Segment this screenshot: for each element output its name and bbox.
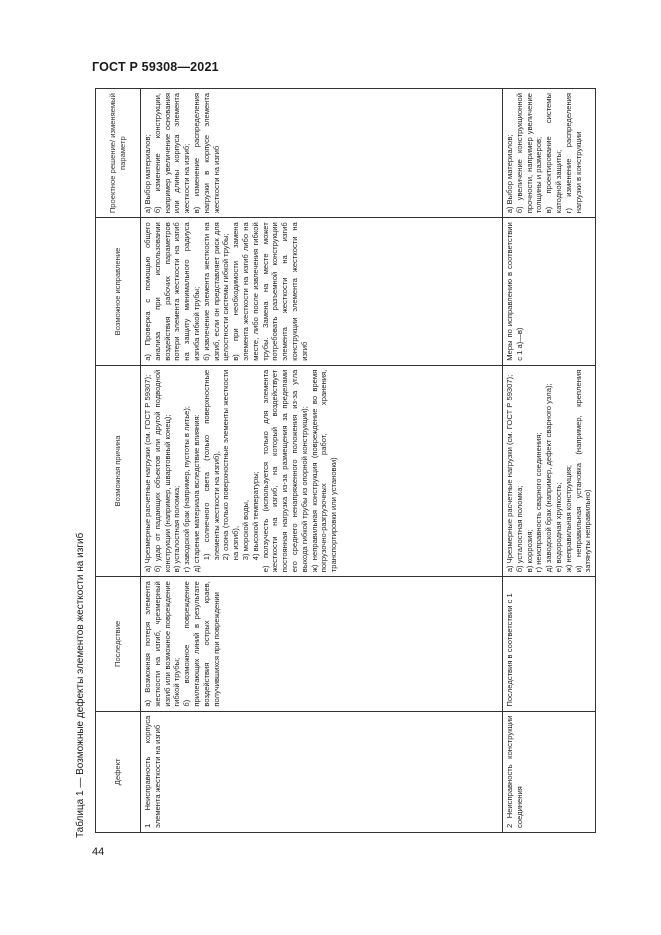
list-item: г) заводской брак (например, пустоты в литье); bbox=[182, 405, 192, 573]
cell-defect bbox=[141, 711, 503, 832]
list-item: а) Проверка с помощью общего анализа при использовании воздействия рабочих параметров потери элемента жесткости на изгиб на защиту минимального радиуса изгиба гибкой трубы; bbox=[143, 222, 201, 361]
column-header-design: Проектное решение/ изменяемый параметр bbox=[96, 89, 141, 218]
column-header-fix: Возможное исправление bbox=[96, 218, 141, 365]
list-item: б) возможное повреждение прилегающих линий в результате воздействия острых краев, получившихся при повреждении bbox=[182, 581, 221, 707]
table-row bbox=[141, 89, 503, 833]
defect-text: 1 Неисправность корпуса элемента жесткости на изгиб bbox=[143, 715, 162, 828]
list-item: д) заводской брак (например, дефект сварного узла); bbox=[544, 383, 554, 573]
list-item: в) коррозия; bbox=[524, 529, 534, 573]
list-item: б) изменение конструкции, например увеличение основания или длины корпуса элемента жесткости на изгиб; bbox=[152, 93, 192, 214]
list-item: и) неправильная установка (например, крепления затянуты неправильно) bbox=[573, 369, 593, 573]
list-item: в) усталостная поломка; bbox=[172, 485, 182, 573]
list-subitem: 2) озона (только поверхностные элементы жесткости на изгиб), bbox=[221, 369, 241, 561]
cell-fix bbox=[141, 218, 503, 365]
list-item: в) проектирование системы катодной защиты; bbox=[544, 93, 563, 214]
defect-text: 2 Неисправность конструкции соединения bbox=[505, 715, 524, 828]
cell-fix bbox=[503, 218, 596, 365]
column-header-consequence: Последствие bbox=[96, 577, 141, 711]
list-item: б) увеличение конструкционной прочности, например увеличение толщины и размеров; bbox=[514, 93, 544, 214]
list-item: ж) неправильная конструкция; bbox=[563, 465, 573, 573]
cell-cause bbox=[503, 365, 596, 576]
list-item: в) при необходимости замена элемента жесткости на изгиб либо на месте, либо после извлечения гибкой трубы. Замена на месте может потребовать разъемной конструкции элемента жесткости на изгиб конструкции элемента жесткости на изгиб bbox=[231, 222, 309, 361]
list-subitem: 1) солнечного света (только поверхностные элементы жесткости на изгиб), bbox=[201, 369, 221, 561]
list-item: а) Выбор материалов; bbox=[143, 134, 152, 214]
list-item: г) неисправность сварного соединения; bbox=[534, 432, 544, 573]
cell-consequence bbox=[503, 577, 596, 711]
list-item: Последствия в соответствии с 1 bbox=[505, 593, 514, 707]
table-header-row bbox=[96, 89, 141, 833]
list-item: е) ползучесть (используется только для элемента жесткости на изгиб, на который воздействует постоянная нагрузка из-за размещения за пределами его среднего ненапряженного положения из-за угла выхода гибкой трубы из опорной конструкции); bbox=[260, 369, 309, 573]
cell-consequence bbox=[141, 577, 503, 711]
list-subitem: 3) морской воды, bbox=[240, 499, 250, 561]
document-header-title: ГОСТ Р 59308—2021 bbox=[92, 60, 219, 74]
list-item: б) извлечение элемента жесткости на изгиб, если он представляет риск для целостности системы гибкой трубы; bbox=[201, 222, 231, 361]
page-number: 44 bbox=[92, 846, 105, 858]
list-item: а) Выбор материалов; bbox=[505, 134, 514, 214]
cell-defect bbox=[503, 711, 596, 832]
list-item: ж) неправильная конструкция (повреждение во время погрузочно-разгрузочных работ, хранения, транспортировки или установки) bbox=[309, 369, 339, 573]
list-item: а) Возможная потеря элемента жесткости на изгиб, чрезмерный изгиб или возможное повреждение гибкой трубы; bbox=[143, 581, 182, 707]
defects-table bbox=[95, 88, 596, 833]
list-subitem: 4) высокой температуры; bbox=[250, 471, 260, 561]
list-item: а) Чрезмерные расчетные нагрузки (см. ГОСТ Р 59307); bbox=[143, 374, 152, 573]
list-item: а) Чрезмерные расчетные нагрузки (см. ГОСТ Р 59307); bbox=[505, 374, 514, 573]
table-row bbox=[503, 89, 596, 833]
list-item: б) усталостная поломка; bbox=[514, 485, 524, 573]
column-header-cause: Возможная причина bbox=[96, 365, 141, 576]
cell-cause bbox=[141, 365, 503, 576]
rotated-table-container bbox=[95, 88, 593, 833]
list-item: б) удар от падающих объектов или другой подводной конструкции (например, швартовный конец); bbox=[152, 369, 172, 573]
list-item: д) старение материала вследствие влияния: bbox=[191, 414, 201, 573]
list-item: г) изменение распределения нагрузки в конструкции bbox=[563, 93, 583, 214]
cell-design bbox=[503, 89, 596, 218]
list-item: в) изменение распределения нагрузки в корпусе элемента жесткости на изгиб bbox=[191, 93, 221, 214]
table-caption: Таблица 1 — Возможные дефекты элементов жесткости на изгиб bbox=[75, 532, 86, 838]
list-item: е) водородная хрупкость; bbox=[553, 482, 563, 573]
list-item: Меры по исправлению в соответствии с 1 а)—в) bbox=[505, 222, 524, 361]
cell-design bbox=[141, 89, 503, 218]
column-header-defect: Дефект bbox=[96, 711, 141, 832]
